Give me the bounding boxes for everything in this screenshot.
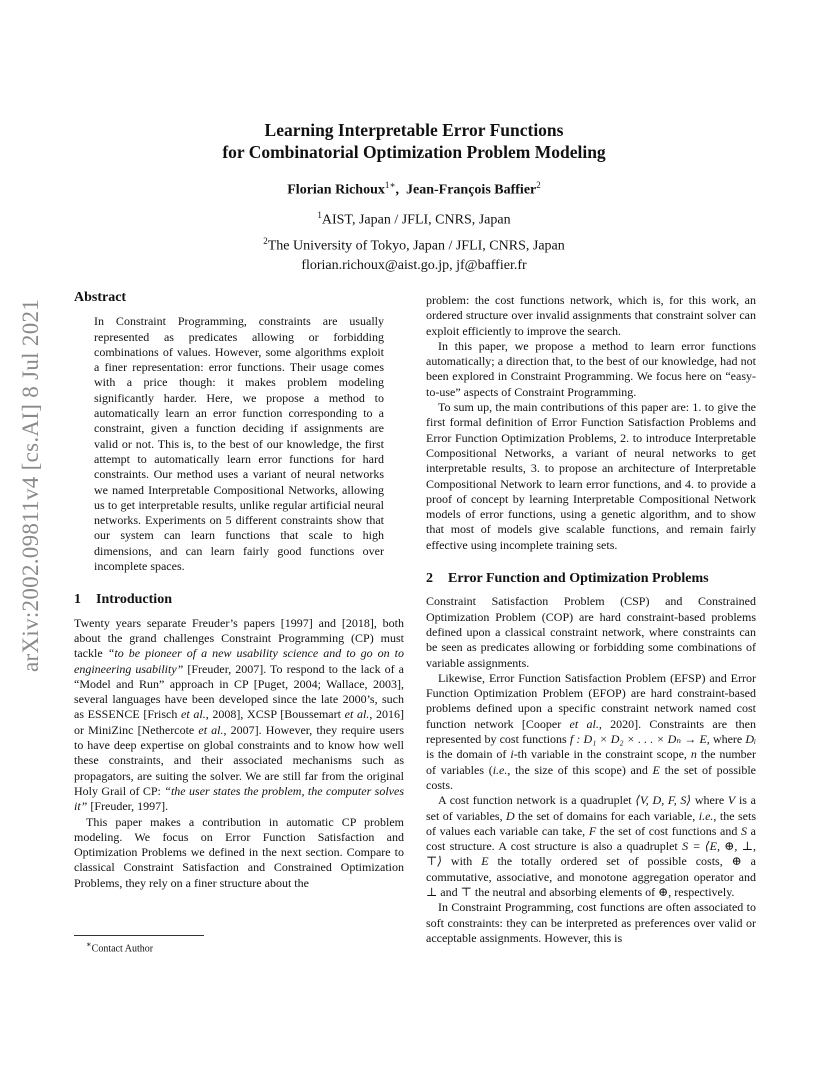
s2p2-etal: et al. bbox=[569, 716, 599, 731]
paper-title bbox=[0, 119, 828, 163]
right-paragraph-2: In this paper, we propose a method to learn error functions automatically; a direction that, to the best of our knowledge, had not been explored in Constraint Programming. We focus here on “easy-to-use” aspects of Constraint Programming. bbox=[426, 338, 756, 399]
s2p2-a: Likewise, Error Function Satisfaction Problem (EFSP) and Error Function Optimization Problem (EFOP) are hard constraint-based problems defined upon a specific constraint network named cost function network [Cooper bbox=[426, 670, 756, 731]
s2p2-math-n: n bbox=[690, 747, 697, 762]
intro-p1-e: , 2008], XCSP [Boussemart bbox=[205, 707, 345, 722]
author-2: Jean-François Baffier bbox=[406, 182, 537, 198]
affiliation-1-sup: 1 bbox=[317, 210, 322, 220]
s2p2-h: , the size of this scope) and bbox=[507, 762, 653, 777]
s2p2-i: the set of possible costs. bbox=[426, 762, 756, 792]
footnote bbox=[74, 935, 404, 954]
intro-paragraph-1 bbox=[74, 616, 404, 815]
s2p3-math-D: D bbox=[506, 808, 515, 823]
section-2-paragraph-4: In Constraint Programming, cost functions are often associated to soft constraints: they can be interpreted as preferences over valid or acceptable assignments. However, this is bbox=[426, 900, 756, 945]
author-list: Florian Richoux$^{1∗}$, Jean-François Baffier$^2$ bbox=[287, 180, 541, 198]
s2p3-math-cost-structure: S = ⟨E, ⊕, ⊥, ⊤⟩ bbox=[426, 839, 756, 869]
s2p3-math-quadruplet: ⟨V, D, F, S⟩ bbox=[635, 793, 692, 808]
right-paragraph-3: To sum up, the main contributions of this paper are: 1. to give the first formal definition of Error Function Satisfaction Problems and Error Function Optimization Problems, 2. to introduce Interpretable Compositional Networks, a variant of neural networks to get interpretable results, 3. to propose an architecture of Interpretable Compositional Network to learn error functions, and 4. to provide a proof of concept by learning Interpretable Compositional Network models of error functions, using a genetic algorithm, and to show that most of models give scalable functions, and remain fairly effective using incomplete training sets. bbox=[426, 400, 756, 552]
intro-p1-etal-2: et al. bbox=[344, 707, 370, 722]
s2p2-d: , where bbox=[706, 732, 746, 747]
affiliation-1 bbox=[0, 205, 828, 231]
author-1: Florian Richoux bbox=[287, 182, 385, 198]
right-paragraph-1: problem: the cost functions network, which is, for this work, an ordered structure over invalid assignments that constraint solver can exploit efficiently to improve the search. bbox=[426, 293, 756, 338]
s2p2-e: is the domain of bbox=[426, 747, 511, 762]
author-2-sup: 2 bbox=[536, 180, 541, 190]
intro-p1-k: [Freuder, 1997]. bbox=[87, 799, 169, 814]
affiliation-2 bbox=[0, 231, 828, 257]
s2p3-b: where bbox=[691, 793, 728, 808]
s2p2-math-cost-function: f : D₁ × D₂ × . . . × Dₙ → E bbox=[569, 732, 707, 747]
s2p2-f: -th variable in the constraint scope, bbox=[513, 747, 691, 762]
s2p3-f: the set of cost functions and bbox=[596, 823, 742, 838]
abstract-heading: Abstract bbox=[74, 290, 127, 305]
section-1-number: 1 bbox=[74, 592, 81, 608]
section-2-title: Error Function and Optimization Problems bbox=[448, 571, 709, 587]
title-line-2: for Combinatorial Optimization Problem Modeling bbox=[222, 142, 606, 162]
s2p3-math-E: E bbox=[481, 854, 489, 869]
s2p3-d: the set of domains for each variable, bbox=[514, 808, 699, 823]
s2p2-math-domain: Dᵢ bbox=[745, 732, 756, 747]
section-2-number: 2 bbox=[426, 571, 433, 587]
s2p3-h: with bbox=[441, 854, 482, 869]
intro-paragraph-2: This paper makes a contribution in automatic CP problem modeling. We focus on Error Function Satisfaction and Optimization Problems we defined in the next section. Compare to classical Constraint Satisfaction and Constrained Optimization Problems, they rely on a finer structure about the bbox=[74, 814, 404, 890]
intro-p1-c: [Freuder, 2007]. To respond to the lack of a “Model and Run” approach in CP [Puget, 2004; Wallace, 2003], several languages have been developed since the late 2000’s, such as ESSENCE [Frisch bbox=[74, 661, 404, 722]
s2p2-c: , 2020]. Constraints are then represented by cost functions bbox=[426, 716, 756, 747]
intro-p1-etal-3: et al. bbox=[198, 722, 224, 737]
intro-p1-quote-1: “to be pioneer of a new usability science and to go on to engineering usability” bbox=[74, 646, 404, 676]
intro-p1-etal-1: et al. bbox=[181, 707, 206, 722]
affiliations bbox=[0, 205, 828, 276]
section-2-paragraph-1: Constraint Satisfaction Problem (CSP) and Constrained Optimization Problem (COP) are hard constraint-based problems defined upon a classical constraint network, where constraints can be seen as predicates allowing or forbidding some combinations of variable assignments. bbox=[426, 594, 756, 670]
s2p2-g: the number of variables ( bbox=[426, 747, 756, 777]
affiliation-2-text: The University of Tokyo, Japan / JFLI, CNRS, Japan bbox=[267, 238, 565, 254]
s2p3-math-S: S bbox=[741, 823, 748, 838]
section-2-heading bbox=[426, 571, 756, 586]
left-column bbox=[74, 290, 404, 891]
right-column bbox=[426, 293, 756, 946]
title-line-1: Learning Interpretable Error Functions bbox=[264, 120, 564, 140]
footnote-text bbox=[74, 939, 404, 954]
s2p3-i: the totally ordered set of possible costs, ⊕ a commutative, associative, and monotone aggregation operator and ⊥ and ⊤ the neutral and absorbing elements of ⊕, respectively. bbox=[426, 854, 756, 899]
intro-p1-quote-2: “the user states the problem, the computer solves it” bbox=[74, 783, 404, 814]
s2p3-a: A cost function network is a quadruplet bbox=[438, 793, 636, 808]
section-1-heading bbox=[74, 592, 404, 607]
s2p2-math-E: E bbox=[652, 762, 660, 777]
intro-p1-i: , 2007]. However, they require users to have deep expertise on global constraints and to know how well these constraints, and their associated mechanisms such as propagators, are suiting the solver. We are still far from the original Holy Grail of CP: bbox=[74, 722, 404, 798]
section-1-title: Introduction bbox=[96, 592, 172, 608]
intro-p1-g: , 2016] or MiniZinc [Nethercote bbox=[74, 707, 404, 737]
affiliation-2-sup: 2 bbox=[263, 235, 268, 246]
section-2-paragraph-3 bbox=[426, 793, 756, 900]
intro-p1-a: Twenty years separate Freuder’s papers [1997] and [2018], both about the grand challenges Constraint Programming (CP) must tackle bbox=[74, 615, 404, 661]
s2p3-math-F: F bbox=[588, 823, 597, 838]
footnote-mark: ∗ bbox=[86, 940, 92, 949]
s2p3-c: is a set of variables, bbox=[426, 793, 756, 823]
s2p3-g: a cost structure. A cost structure is also a quadruplet bbox=[426, 823, 756, 854]
author-1-sup: 1∗ bbox=[384, 180, 396, 190]
s2p3-ie: i.e. bbox=[698, 808, 714, 823]
s2p3-math-V: V bbox=[727, 793, 736, 808]
affiliation-1-text: AIST, Japan / JFLI, CNRS, Japan bbox=[321, 212, 511, 228]
footnote-rule bbox=[74, 935, 204, 936]
section-2-paragraph-2 bbox=[426, 671, 756, 793]
abstract-text: In Constraint Programming, constraints are usually represented as predicates allowing or forbidding combinations of values. However, some algorithms exploit a finer representation: error functions. Their usage comes with a price though: it makes problem modeling significantly harder. Here, we propose a method to automatically learn an error function corresponding to a constraint, given a function deciding if assignments are valid or not. This is, to the best of our knowledge, the first attempt to automatically learn error functions for hard constraints. Our method uses a variant of neural networks we named Interpretable Compositional Networks, allowing us to get interpretable results, unlike regular artificial neural networks. Experiments on 5 different constraints show that our system can learn functions that scale to high dimensions, and can learn fairly good functions over incomplete spaces. bbox=[94, 314, 384, 574]
s2p2-ie: i.e. bbox=[492, 762, 508, 777]
author-emails: florian.richoux@aist.go.jp, jf@baffier.fr bbox=[301, 258, 527, 274]
arxiv-identifier: arXiv:2002.09811v4 [cs.AI] 8 Jul 2021 bbox=[18, 298, 43, 672]
s2p3-e: , the sets of values each variable can take, bbox=[426, 808, 757, 838]
footnote-content: Contact Author bbox=[91, 943, 154, 955]
s2p2-math-i: i bbox=[510, 747, 514, 762]
